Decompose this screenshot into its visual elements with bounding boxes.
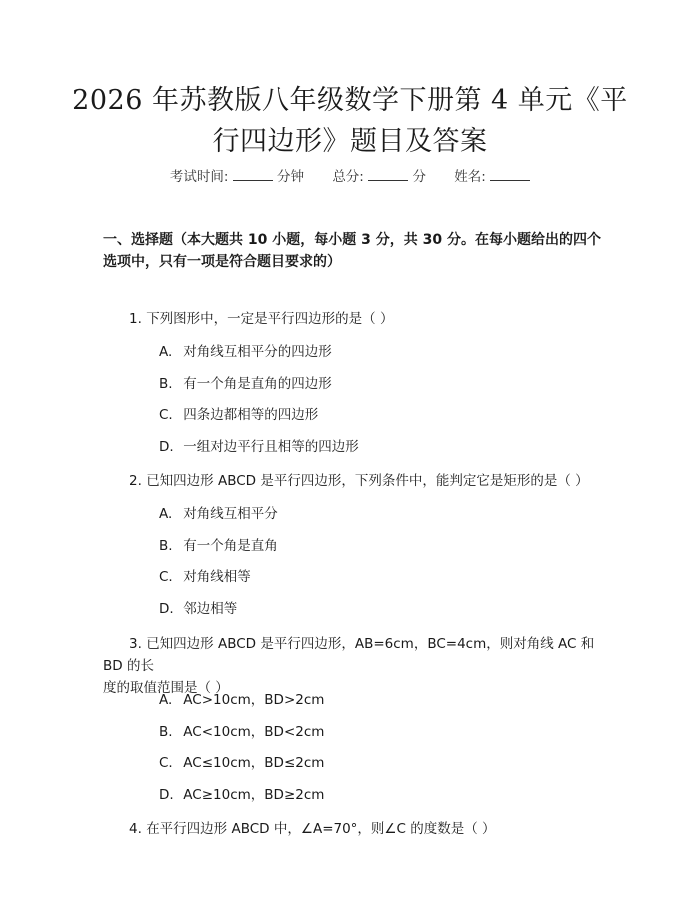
question-2-option-d[interactable] xyxy=(159,598,599,620)
question-3-option-b[interactable] xyxy=(159,721,599,743)
question-1-option-c[interactable] xyxy=(159,404,599,426)
option-text: 四条边都相等的四边形 xyxy=(183,407,319,423)
score-unit: 分 xyxy=(412,169,426,185)
question-number: 3. xyxy=(129,636,142,652)
time-unit: 分钟 xyxy=(277,169,305,185)
option-text: 邻边相等 xyxy=(183,601,238,617)
name-label: 姓名: xyxy=(454,169,486,185)
question-number: 4. xyxy=(129,821,142,837)
question-4 xyxy=(103,818,603,840)
option-letter: D. xyxy=(159,601,174,617)
option-text: AC>10cm，BD>2cm xyxy=(183,692,325,708)
option-letter: A. xyxy=(159,506,173,522)
option-letter: C. xyxy=(159,755,173,771)
option-text: AC≥10cm，BD≥2cm xyxy=(183,787,325,803)
question-text-line-2: 度的取值范围是（ ） xyxy=(103,680,229,696)
exam-info xyxy=(0,166,700,188)
option-letter: D. xyxy=(159,439,174,455)
title-line-1: 2026 年苏教版八年级数学下册第 4 单元《平 xyxy=(72,85,628,116)
question-1-option-b[interactable] xyxy=(159,373,599,395)
question-2-option-a[interactable] xyxy=(159,503,599,525)
exam-score xyxy=(332,169,430,185)
option-letter: C. xyxy=(159,407,173,423)
question-2-option-c[interactable] xyxy=(159,566,599,588)
section-heading: 一、选择题（本大题共 10 小题，每小题 3 分，共 30 分。在每小题给出的四个选项中，只有一项是符合题目要求的） xyxy=(103,232,601,270)
score-blank[interactable] xyxy=(368,166,408,181)
question-text: 下列图形中，一定是平行四边形的是（ ） xyxy=(146,311,394,327)
question-1-option-a[interactable] xyxy=(159,341,599,363)
option-text: 对角线相等 xyxy=(183,569,251,585)
score-label: 总分: xyxy=(332,169,364,185)
option-letter: C. xyxy=(159,569,173,585)
time-blank[interactable] xyxy=(233,166,273,181)
option-text: 对角线互相平分 xyxy=(183,506,278,522)
question-text: 已知四边形 ABCD 是平行四边形，下列条件中，能判定它是矩形的是（ ） xyxy=(146,473,589,489)
option-letter: B. xyxy=(159,376,173,392)
question-number: 2. xyxy=(129,473,142,489)
time-label: 考试时间: xyxy=(169,169,229,185)
question-3-option-c[interactable] xyxy=(159,752,599,774)
title-line-2: 行四边形》题目及答案 xyxy=(212,126,488,157)
question-1-option-d[interactable] xyxy=(159,436,599,458)
option-letter: B. xyxy=(159,538,173,554)
option-text: 一组对边平行且相等的四边形 xyxy=(183,439,359,455)
name-blank[interactable] xyxy=(490,166,530,181)
question-2-option-b[interactable] xyxy=(159,535,599,557)
option-letter: D. xyxy=(159,787,174,803)
option-text: 有一个角是直角 xyxy=(183,538,278,554)
question-number: 1. xyxy=(129,311,142,327)
question-1 xyxy=(103,308,603,330)
option-text: 有一个角是直角的四边形 xyxy=(183,376,332,392)
option-text: AC<10cm，BD<2cm xyxy=(183,724,325,740)
option-letter: A. xyxy=(159,692,173,708)
option-letter: A. xyxy=(159,344,173,360)
question-text: 在平行四边形 ABCD 中，∠A=70°，则∠C 的度数是（ ） xyxy=(146,821,496,837)
option-text: 对角线互相平分的四边形 xyxy=(183,344,332,360)
option-letter: B. xyxy=(159,724,173,740)
question-text-line-1: 已知四边形 ABCD 是平行四边形，AB=6cm，BC=4cm，则对角线 AC 和 BD 的长 xyxy=(103,636,595,674)
exam-time xyxy=(170,169,308,185)
question-2 xyxy=(103,470,603,492)
document-title xyxy=(60,80,640,162)
question-3-option-a[interactable] xyxy=(159,689,599,711)
question-3-option-d[interactable] xyxy=(159,784,599,806)
exam-name xyxy=(454,169,530,185)
option-text: AC≤10cm，BD≤2cm xyxy=(183,755,325,771)
